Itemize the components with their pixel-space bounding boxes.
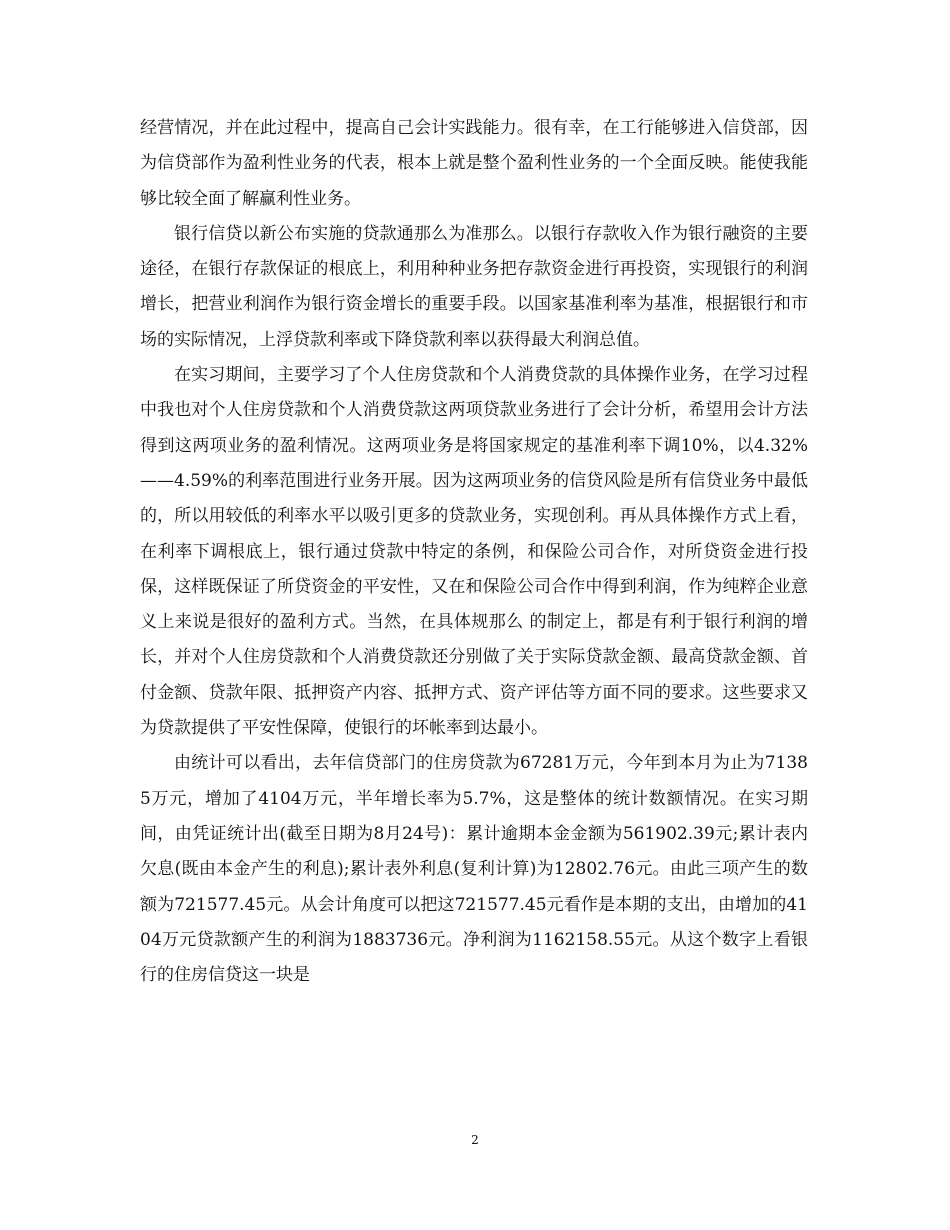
paragraph-4: 由统计可以看出，去年信贷部门的住房贷款为67281万元，今年到本月为止为71385万元，增加了4104万元，半年增长率为5.7%，这是整体的统计数额情况。在实习期间，由凭证统计出(截至日期为8月24号)：累计逾期本金金额为561902.39元;累计表内欠息(既由本金产生的利息);累计表外利息(复利计算)为12802.76元。由此三项产生的数额为721577.45元。从会计角度可以把这721577.45元看作是本期的支出，由增加的4104万元贷款额产生的利润为1883736元。净利润为1162158.55元。从这个数字上看银行的住房信贷这一块是 bbox=[140, 753, 808, 986]
page-number: 2 bbox=[471, 1133, 479, 1147]
body-text bbox=[140, 111, 808, 993]
paragraph-2: 银行信贷以新公布实施的贷款通那么为准那么。以银行存款收入作为银行融资的主要途径，在银行存款保证的根底上，利用种种业务把存款资金进行再投资，实现银行的利润增长，把营业利润作为银行资金增长的重要手段。以国家基准利率为基准，根据银行和市场的实际情况，上浮贷款利率或下降贷款利率以获得最大利润总值。 bbox=[140, 223, 808, 350]
paragraph-3: 在实习期间，主要学习了个人住房贷款和个人消费贷款的具体操作业务，在学习过程中我也对个人住房贷款和个人消费贷款这两项贷款业务进行了会计分析，希望用会计方法得到这两项业务的盈利情况。这两项业务是将国家规定的基准利率下调10%，以4.32%——4.59%的利率范围进行业务开展。因为这两项业务的信贷风险是所有信贷业务中最低的，所以用较低的利率水平以吸引更多的贷款业务，实现创利。再从具体操作方式上看，在利率下调根底上，银行通过贷款中特定的条例，和保险公司合作，对所贷资金进行投保，这样既保证了所贷资金的平安性，又在和保险公司合作中得到利润，作为纯粹企业意义上来说是很好的盈利方式。当然，在具体规那么 的制定上，都是有利于银行利润的增长，并对个人住房贷款和个人消费贷款还分别做了关于实际贷款金额、最高贷款金额、首付金额、贷款年限、抵押资产内容、抵押方式、资产评估等方面不同的要求。这些要求又为贷款提供了平安性保障，使银行的坏帐率到达最小。 bbox=[140, 365, 808, 739]
paragraph-1: 经营情况，并在此过程中，提高自己会计实践能力。很有幸，在工行能够进入信贷部，因为信贷部作为盈利性业务的代表，根本上就是整个盈利性业务的一个全面反映。能使我能够比较全面了解赢利性业务。 bbox=[140, 118, 808, 209]
